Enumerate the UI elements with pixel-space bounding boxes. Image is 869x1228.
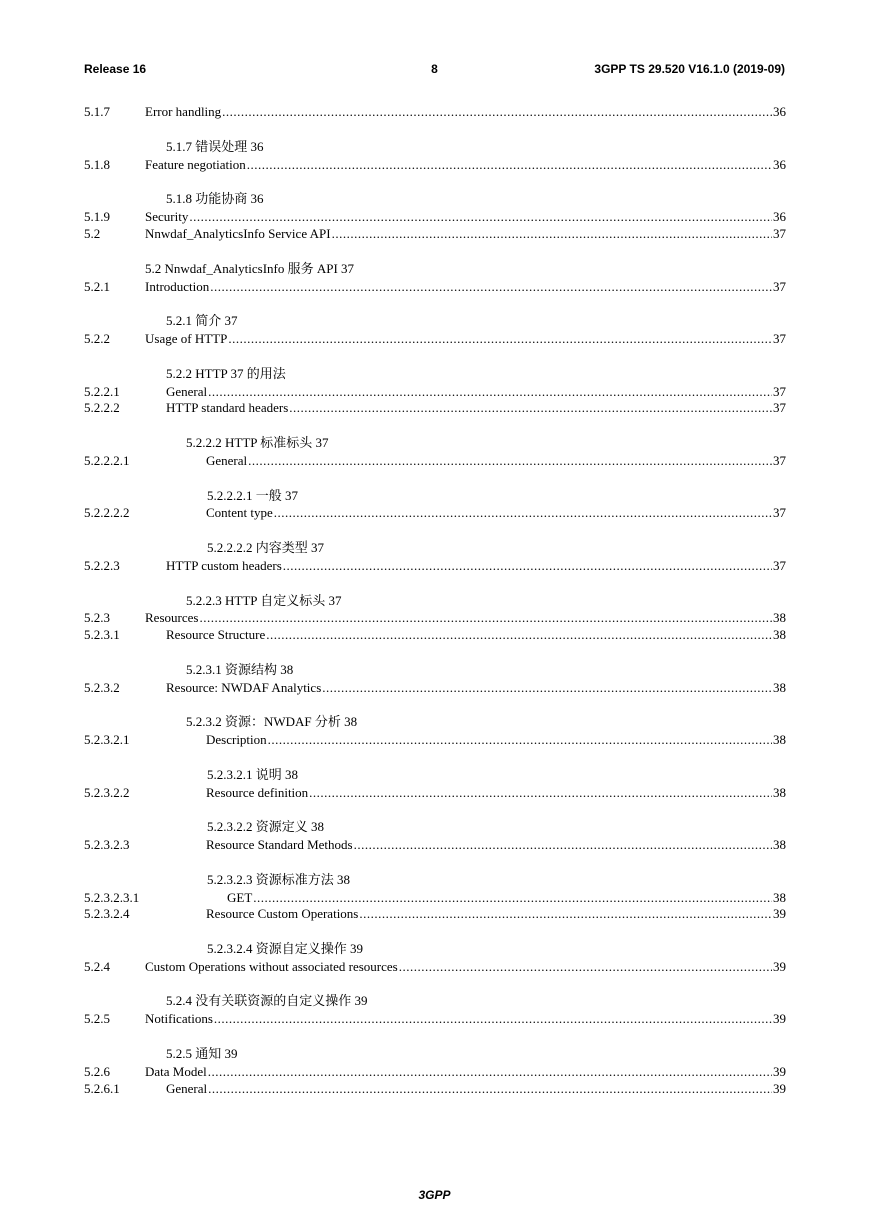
toc-title: Data Model [145, 1064, 207, 1079]
toc-row-5-2-1[interactable] [84, 279, 786, 294]
toc-row-5-2-2-3[interactable] [84, 558, 786, 573]
toc-title: Resources [145, 610, 199, 625]
toc-page: 38 [773, 785, 786, 800]
toc-page: 38 [773, 680, 786, 695]
toc-number: 5.2.3.2.4 [84, 906, 130, 921]
toc-number: 5.2.3.1 [84, 627, 120, 642]
header-page-number: 8 [431, 62, 438, 76]
toc-translation: 5.2.3.2.4 资源自定义操作 39 [207, 941, 364, 956]
toc-number: 5.2.2.1 [84, 384, 120, 399]
toc-number: 5.1.8 [84, 157, 110, 172]
toc-row-5-2-2-2-2[interactable] [84, 505, 786, 520]
toc-title: General [166, 384, 208, 399]
toc-leader [189, 209, 772, 224]
toc-row-5-2-3-2[interactable] [84, 680, 786, 695]
toc-translation: 5.2.5 通知 39 [166, 1046, 238, 1061]
toc-number: 5.2.3 [84, 610, 110, 625]
toc-leader [268, 732, 772, 747]
toc-page: 39 [773, 1081, 786, 1096]
toc-row-5-2-3-1[interactable] [84, 627, 786, 642]
toc-title: Custom Operations without associated resources [145, 959, 398, 974]
toc-row-5-2-3[interactable] [84, 610, 786, 625]
toc-row-5-2[interactable] [84, 226, 786, 241]
toc-page: 36 [773, 157, 786, 172]
toc-title: Resource Structure [166, 627, 266, 642]
toc-leader [208, 384, 772, 399]
toc-page: 38 [773, 890, 786, 905]
toc-number: 5.2.2.2.2 [84, 505, 130, 520]
toc-number: 5.2.2.2 [84, 400, 120, 415]
toc-number: 5.2.5 [84, 1011, 110, 1026]
toc-title: GET [227, 890, 253, 905]
footer-3gpp: 3GPP [418, 1188, 451, 1202]
toc-translation: 5.2.3.2 资源：NWDAF 分析 38 [186, 714, 358, 729]
toc-translation: 5.1.7 错误处理 36 [166, 139, 264, 154]
toc-leader [309, 785, 772, 800]
toc-leader [199, 610, 772, 625]
toc-title: Introduction [145, 279, 210, 294]
toc-row-5-2-2-1[interactable] [84, 384, 786, 399]
toc-title: Description [206, 732, 267, 747]
toc-title: Resource: NWDAF Analytics [166, 680, 322, 695]
toc-translation: 5.2.2.2 HTTP 标准标头 37 [186, 435, 329, 450]
toc-number: 5.2.3.2.2 [84, 785, 130, 800]
toc-page: 39 [773, 906, 786, 921]
toc-number: 5.2.2.3 [84, 558, 120, 573]
toc-title: Nnwdaf_AnalyticsInfo Service API [145, 226, 331, 241]
toc-number: 5.2.3.2.1 [84, 732, 130, 747]
toc-row-5-2-6-1[interactable] [84, 1081, 786, 1096]
toc-leader [214, 1011, 772, 1026]
toc-leader [359, 906, 772, 921]
toc-leader [322, 680, 772, 695]
toc-number: 5.2.3.2.3 [84, 837, 130, 852]
toc-leader [399, 959, 772, 974]
toc-title: General [206, 453, 248, 468]
toc-page: 37 [773, 226, 786, 241]
toc-leader [208, 1081, 772, 1096]
toc-title: Resource Custom Operations [206, 906, 359, 921]
toc-page: 37 [773, 558, 786, 573]
toc-leader [247, 157, 772, 172]
toc-page: 37 [773, 400, 786, 415]
toc-number: 5.2.6.1 [84, 1081, 120, 1096]
toc-row-5-2-3-2-4[interactable] [84, 906, 786, 921]
toc-leader [332, 226, 772, 241]
toc-row-5-2-2[interactable] [84, 331, 786, 346]
toc-page: 37 [773, 331, 786, 346]
toc-row-5-2-3-2-2[interactable] [84, 785, 786, 800]
toc-title: HTTP custom headers [166, 558, 282, 573]
toc-page: 38 [773, 732, 786, 747]
header-release: Release 16 [84, 62, 147, 76]
toc-title: Security [145, 209, 189, 224]
toc-title: Content type [206, 505, 273, 520]
toc-number: 5.2.3.2.3.1 [84, 890, 140, 905]
toc-row-5-2-2-2-1[interactable] [84, 453, 786, 468]
toc-leader [208, 1064, 772, 1079]
header-spec-id: 3GPP TS 29.520 V16.1.0 (2019-09) [594, 62, 785, 76]
toc-leader [253, 890, 772, 905]
toc-row-5-2-2-2[interactable] [84, 400, 786, 415]
toc-row-5-2-4[interactable] [84, 959, 786, 974]
toc-title: Usage of HTTP [145, 331, 228, 346]
toc-leader [289, 400, 772, 415]
toc-row-5-1-9[interactable] [84, 209, 786, 224]
toc-number: 5.2.3.2 [84, 680, 120, 695]
toc-row-5-2-3-2-3[interactable] [84, 837, 786, 852]
toc-translation: 5.2.4 没有关联资源的自定义操作 39 [166, 993, 368, 1008]
toc-leader [248, 453, 772, 468]
toc-page: 36 [773, 104, 786, 119]
toc-title: HTTP standard headers [166, 400, 289, 415]
toc-row-5-1-7[interactable] [84, 104, 786, 119]
toc-leader [266, 627, 772, 642]
toc-number: 5.2 [84, 226, 101, 241]
toc-page: 38 [773, 837, 786, 852]
toc-page: 38 [773, 627, 786, 642]
toc-translation: 5.1.8 功能协商 36 [166, 191, 264, 206]
toc-translation: 5.2.2.2.2 内容类型 37 [207, 540, 325, 555]
toc-leader [222, 104, 772, 119]
toc-number: 5.2.4 [84, 959, 110, 974]
toc-number: 5.1.7 [84, 104, 110, 119]
toc-title: Resource Standard Methods [206, 837, 353, 852]
toc-page: 37 [773, 505, 786, 520]
toc-page: 37 [773, 384, 786, 399]
toc-number: 5.2.1 [84, 279, 110, 294]
toc-row-5-2-3-2-3-1[interactable] [84, 890, 786, 905]
toc-translation: 5.2.2.2.1 一般 37 [207, 488, 299, 503]
toc-page: 39 [773, 1064, 786, 1079]
toc-number: 5.2.2 [84, 331, 110, 346]
toc-row-5-1-8[interactable] [84, 157, 786, 172]
toc-row-5-2-6[interactable] [84, 1064, 786, 1079]
toc-translation: 5.2.1 简介 37 [166, 313, 238, 328]
toc-title: General [166, 1081, 208, 1096]
toc-title: Notifications [145, 1011, 213, 1026]
toc-number: 5.1.9 [84, 209, 110, 224]
toc-row-5-2-5[interactable] [84, 1011, 786, 1026]
toc-number: 5.2.2.2.1 [84, 453, 130, 468]
toc-page: 36 [773, 209, 786, 224]
toc-translation: 5.2.3.1 资源结构 38 [186, 662, 294, 677]
toc-title: Resource definition [206, 785, 309, 800]
toc-leader [228, 331, 772, 346]
toc-translation: 5.2 Nnwdaf_AnalyticsInfo 服务 API 37 [145, 261, 355, 276]
toc-page: 37 [773, 279, 786, 294]
toc-leader [354, 837, 772, 852]
toc-row-5-2-3-2-1[interactable] [84, 732, 786, 747]
toc-page: 39 [773, 1011, 786, 1026]
toc-leader [274, 505, 772, 520]
toc-translation: 5.2.3.2.3 资源标准方法 38 [207, 872, 351, 887]
toc-page: 39 [773, 959, 786, 974]
toc-translation: 5.2.3.2.2 资源定义 38 [207, 819, 325, 834]
toc-title: Error handling [145, 104, 222, 119]
toc-number: 5.2.6 [84, 1064, 110, 1079]
toc-translation: 5.2.2.3 HTTP 自定义标头 37 [186, 593, 342, 608]
toc-title: Feature negotiation [145, 157, 246, 172]
toc-translation: 5.2.2 HTTP 37 的用法 [166, 366, 286, 381]
toc-leader [210, 279, 772, 294]
toc-leader [283, 558, 772, 573]
toc-translation: 5.2.3.2.1 说明 38 [207, 767, 299, 782]
toc-page: 38 [773, 610, 786, 625]
toc-page: 37 [773, 453, 786, 468]
